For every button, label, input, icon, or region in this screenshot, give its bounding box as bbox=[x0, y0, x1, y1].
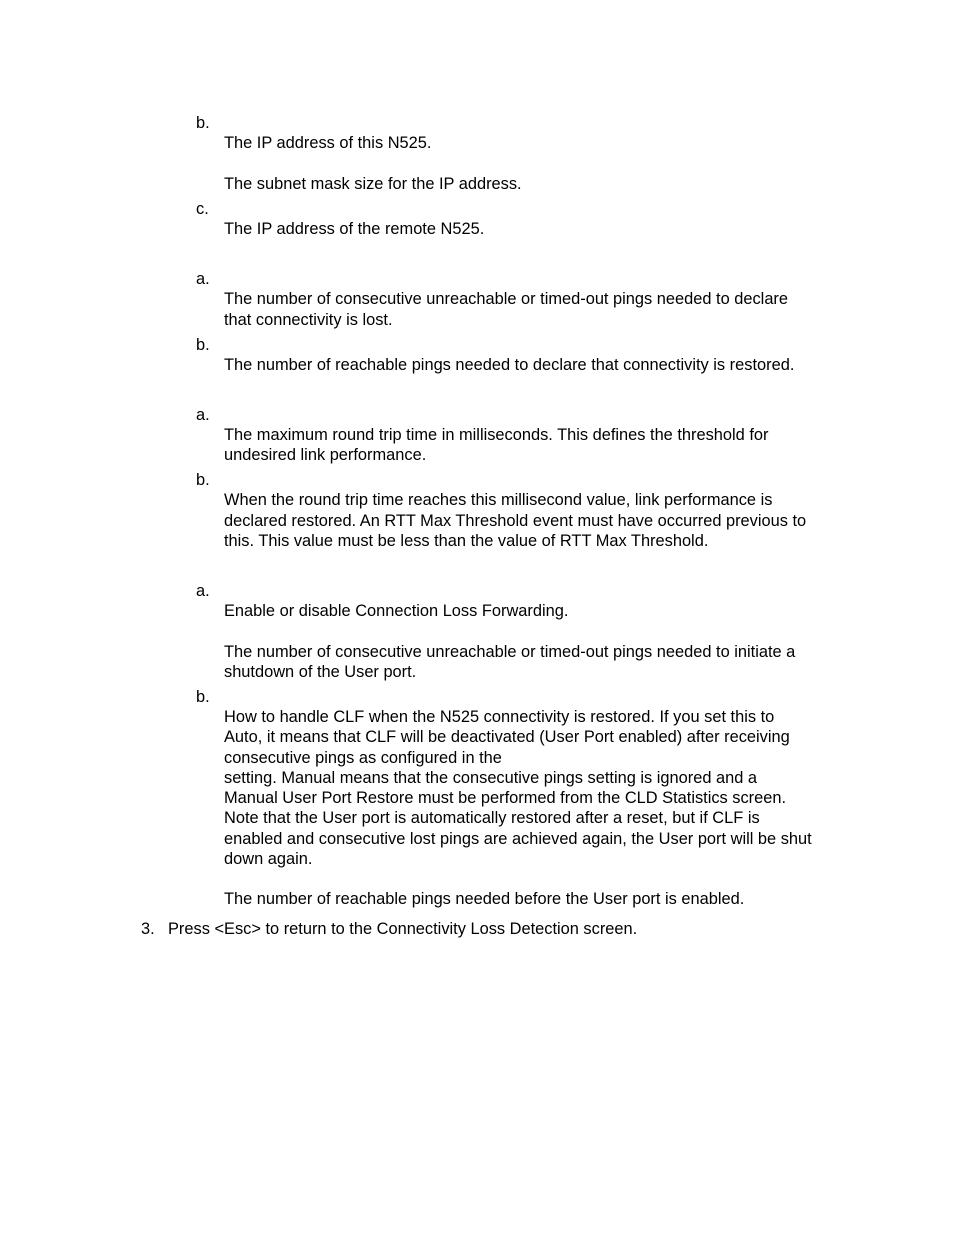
description-line: declared restored. An RTT Max Threshold event must have occurred previous to bbox=[224, 512, 807, 530]
step-text: Press <Esc> to return to the Connectivity Loss Detection screen. bbox=[168, 920, 638, 938]
list-marker: c. bbox=[196, 200, 209, 218]
description-line: down again. bbox=[224, 850, 313, 868]
description-line: The IP address of the remote N525. bbox=[224, 220, 485, 238]
list-marker: b. bbox=[196, 336, 210, 354]
list-marker: a. bbox=[196, 406, 210, 424]
list-marker: b. bbox=[196, 114, 210, 132]
list-marker: a. bbox=[196, 582, 210, 600]
description-line: Manual User Port Restore must be performed from the CLD Statistics screen. bbox=[224, 789, 787, 807]
description-line: When the round trip time reaches this millisecond value, link performance is bbox=[224, 491, 773, 509]
list-marker: b. bbox=[196, 688, 210, 706]
description-line: The subnet mask size for the IP address. bbox=[224, 175, 522, 193]
description-line: The number of consecutive unreachable or timed-out pings needed to initiate a bbox=[224, 643, 796, 661]
description-line: The number of reachable pings needed to declare that connectivity is restored. bbox=[224, 356, 795, 374]
description-line: Auto, it means that CLF will be deactivated (User Port enabled) after receiving bbox=[224, 728, 790, 746]
description-line: undesired link performance. bbox=[224, 446, 427, 464]
description-line: The maximum round trip time in milliseconds. This defines the threshold for bbox=[224, 426, 769, 444]
description-line: that connectivity is lost. bbox=[224, 311, 393, 329]
list-marker: b. bbox=[196, 471, 210, 489]
description-line: consecutive pings as configured in the bbox=[224, 749, 502, 767]
step-number: 3. bbox=[141, 920, 155, 938]
description-line: Note that the User port is automatically restored after a reset, but if CLF is bbox=[224, 809, 760, 827]
description-line: How to handle CLF when the N525 connectivity is restored. If you set this to bbox=[224, 708, 775, 726]
description-line: this. This value must be less than the value of RTT Max Threshold. bbox=[224, 532, 709, 550]
list-marker: a. bbox=[196, 270, 210, 288]
description-line: The IP address of this N525. bbox=[224, 134, 432, 152]
description-line: Enable or disable Connection Loss Forwarding. bbox=[224, 602, 569, 620]
description-line: shutdown of the User port. bbox=[224, 663, 417, 681]
description-line: setting. Manual means that the consecutive pings setting is ignored and a bbox=[224, 769, 758, 787]
description-line: The number of consecutive unreachable or timed-out pings needed to declare bbox=[224, 290, 789, 308]
description-line: enabled and consecutive lost pings are achieved again, the User port will be shut bbox=[224, 830, 812, 848]
description-line: The number of reachable pings needed before the User port is enabled. bbox=[224, 890, 745, 908]
